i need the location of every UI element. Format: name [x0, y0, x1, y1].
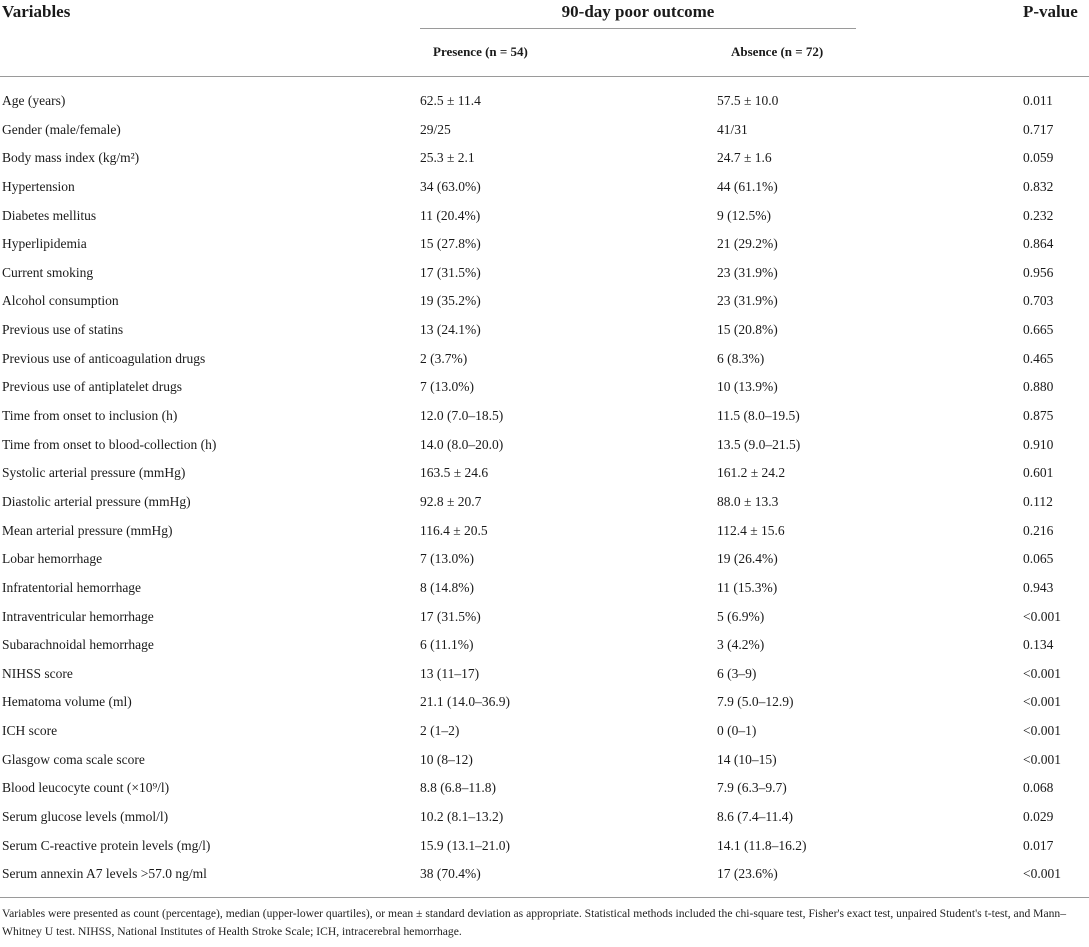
- table-row: [0, 202, 1089, 231]
- cell-pvalue: <0.001: [1023, 866, 1061, 882]
- cell-absence: 0 (0–1): [717, 723, 757, 739]
- cell-presence: 8 (14.8%): [420, 579, 474, 595]
- cell-presence: 8.8 (6.8–11.8): [420, 780, 496, 796]
- cell-absence: 14 (10–15): [717, 751, 777, 767]
- cell-variable: Time from onset to blood-collection (h): [2, 436, 217, 452]
- cell-presence: 163.5 ± 24.6: [420, 465, 489, 481]
- table-row: [0, 574, 1089, 603]
- cell-absence: 161.2 ± 24.2: [717, 465, 786, 481]
- cell-pvalue: 0.864: [1023, 236, 1054, 252]
- cell-pvalue: 0.216: [1023, 522, 1054, 538]
- table-row: [0, 488, 1089, 517]
- table-row: [0, 402, 1089, 431]
- cell-absence: 88.0 ± 13.3: [717, 493, 779, 509]
- cell-pvalue: <0.001: [1023, 665, 1061, 681]
- table-row: [0, 860, 1089, 889]
- cell-variable: Hematoma volume (ml): [2, 694, 132, 710]
- cell-presence: 92.8 ± 20.7: [420, 493, 482, 509]
- table-row: [0, 144, 1089, 173]
- cell-pvalue: <0.001: [1023, 694, 1061, 710]
- table-row: [0, 230, 1089, 259]
- cell-absence: 21 (29.2%): [717, 236, 778, 252]
- table-row: [0, 459, 1089, 488]
- cell-variable: Diabetes mellitus: [2, 207, 97, 223]
- cell-absence: 14.1 (11.8–16.2): [717, 837, 807, 853]
- table-row: [0, 431, 1089, 460]
- cell-pvalue: 0.832: [1023, 178, 1054, 194]
- cell-presence: 12.0 (7.0–18.5): [420, 408, 504, 424]
- cell-presence: 17 (31.5%): [420, 264, 481, 280]
- cell-absence: 23 (31.9%): [717, 293, 778, 309]
- cell-absence: 19 (26.4%): [717, 551, 778, 567]
- cell-presence: 15 (27.8%): [420, 236, 481, 252]
- header-group-divider: [420, 28, 856, 29]
- table-row: [0, 803, 1089, 832]
- cell-variable: ICH score: [2, 723, 58, 739]
- table-row: [0, 173, 1089, 202]
- cell-presence: 21.1 (14.0–36.9): [420, 694, 510, 710]
- cell-pvalue: <0.001: [1023, 723, 1061, 739]
- cell-absence: 112.4 ± 15.6: [717, 522, 785, 538]
- header-rule: [0, 76, 1089, 77]
- cell-variable: Previous use of antiplatelet drugs: [2, 379, 182, 395]
- cell-absence: 11 (15.3%): [717, 579, 778, 595]
- cell-presence: 14.0 (8.0–20.0): [420, 436, 504, 452]
- cell-presence: 29/25: [420, 121, 451, 137]
- cell-variable: Previous use of statins: [2, 322, 124, 338]
- table-row: [0, 774, 1089, 803]
- cell-absence: 15 (20.8%): [717, 322, 778, 338]
- cell-variable: Serum annexin A7 levels >57.0 ng/ml: [2, 866, 207, 882]
- table-bottom-rule: [0, 897, 1089, 898]
- cell-absence: 44 (61.1%): [717, 178, 778, 194]
- cell-pvalue: 0.703: [1023, 293, 1054, 309]
- cell-absence: 17 (23.6%): [717, 866, 778, 882]
- cell-variable: Hypertension: [2, 178, 75, 194]
- cell-pvalue: 0.943: [1023, 579, 1054, 595]
- cell-variable: Age (years): [2, 93, 66, 108]
- table-row: [0, 746, 1089, 775]
- table-row: [0, 603, 1089, 632]
- cell-variable: Infratentorial hemorrhage: [2, 579, 142, 595]
- table-row: [0, 287, 1089, 316]
- cell-absence: 6 (8.3%): [717, 350, 765, 366]
- cell-absence: 9 (12.5%): [717, 207, 771, 223]
- table-row: [0, 373, 1089, 402]
- cell-variable: Glasgow coma scale score: [2, 751, 145, 767]
- cell-variable: Gender (male/female): [2, 121, 121, 137]
- cell-variable: Time from onset to inclusion (h): [2, 408, 178, 424]
- cell-pvalue: 0.134: [1023, 637, 1054, 653]
- cell-presence: 38 (70.4%): [420, 866, 481, 882]
- cell-pvalue: 0.665: [1023, 322, 1054, 338]
- cell-presence: 7 (13.0%): [420, 551, 474, 567]
- cell-pvalue: <0.001: [1023, 751, 1061, 767]
- cell-absence: 7.9 (6.3–9.7): [717, 780, 787, 796]
- table-row: [0, 316, 1089, 345]
- cell-presence: 13 (24.1%): [420, 322, 481, 338]
- cell-pvalue: 0.232: [1023, 207, 1054, 223]
- cell-pvalue: <0.001: [1023, 608, 1061, 624]
- cell-presence: 10 (8–12): [420, 751, 473, 767]
- cell-absence: 57.5 ± 10.0: [717, 93, 779, 108]
- cell-presence: 13 (11–17): [420, 665, 480, 681]
- table-row: [0, 116, 1089, 145]
- table-footnote: Variables were presented as count (percentage), median (upper-lower quartiles), or mean ± standard deviation as appropriate. Statistical methods included the chi-square test, Fisher's exact test, unpaired Student's t-test, and Mann–Whitney U test. NIHSS, National Institutes of Health Stroke Scale; ICH, intracerebral hemorrhage.: [2, 907, 1067, 938]
- table-row: [0, 631, 1089, 660]
- cell-variable: Subarachnoidal hemorrhage: [2, 637, 154, 653]
- table-row: [0, 660, 1089, 689]
- cell-presence: 15.9 (13.1–21.0): [420, 837, 510, 853]
- cell-presence: 62.5 ± 11.4: [420, 93, 481, 108]
- table-row: [0, 259, 1089, 288]
- cell-absence: 13.5 (9.0–21.5): [717, 436, 801, 452]
- cell-variable: Body mass index (kg/m²): [2, 150, 140, 166]
- header-pvalue: P-value: [1023, 2, 1078, 21]
- cell-pvalue: 0.059: [1023, 150, 1054, 166]
- cell-absence: 6 (3–9): [717, 665, 757, 681]
- cell-presence: 19 (35.2%): [420, 293, 481, 309]
- table-row: [0, 717, 1089, 746]
- cell-pvalue: 0.068: [1023, 780, 1054, 796]
- cell-variable: NIHSS score: [2, 665, 73, 681]
- cell-presence: 34 (63.0%): [420, 178, 481, 194]
- cell-presence: 2 (3.7%): [420, 350, 468, 366]
- cell-variable: Diastolic arterial pressure (mmHg): [2, 493, 191, 509]
- cell-pvalue: 0.011: [1023, 93, 1053, 108]
- cell-presence: 116.4 ± 20.5: [420, 522, 488, 538]
- cell-pvalue: 0.029: [1023, 809, 1054, 825]
- cell-pvalue: 0.910: [1023, 436, 1054, 452]
- cell-pvalue: 0.601: [1023, 465, 1054, 481]
- cell-pvalue: 0.875: [1023, 408, 1054, 424]
- cell-pvalue: 0.017: [1023, 837, 1054, 853]
- table-row: [0, 517, 1089, 546]
- table-row: [0, 87, 1089, 116]
- cell-variable: Intraventricular hemorrhage: [2, 608, 154, 624]
- cell-absence: 5 (6.9%): [717, 608, 765, 624]
- cell-variable: Lobar hemorrhage: [2, 551, 103, 567]
- cell-variable: Serum glucose levels (mmol/l): [2, 809, 169, 825]
- cell-variable: Systolic arterial pressure (mmHg): [2, 465, 186, 481]
- table-row: [0, 832, 1089, 861]
- cell-pvalue: 0.717: [1023, 121, 1054, 137]
- header-presence: Presence (n = 54): [433, 44, 528, 59]
- cell-variable: Blood leucocyte count (×10⁹/l): [2, 780, 170, 796]
- cell-pvalue: 0.465: [1023, 350, 1054, 366]
- cell-variable: Previous use of anticoagulation drugs: [2, 350, 206, 366]
- cell-presence: 11 (20.4%): [420, 207, 481, 223]
- cell-absence: 3 (4.2%): [717, 637, 765, 653]
- header-absence: Absence (n = 72): [731, 44, 824, 59]
- cell-presence: 6 (11.1%): [420, 637, 474, 653]
- cell-absence: 23 (31.9%): [717, 264, 778, 280]
- cell-presence: 10.2 (8.1–13.2): [420, 809, 504, 825]
- cell-absence: 24.7 ± 1.6: [717, 150, 772, 166]
- cell-variable: Hyperlipidemia: [2, 236, 87, 252]
- cell-variable: Current smoking: [2, 264, 94, 280]
- header-group-title: 90-day poor outcome: [561, 2, 715, 21]
- cell-absence: 10 (13.9%): [717, 379, 778, 395]
- data-table: [0, 87, 1089, 889]
- cell-presence: 17 (31.5%): [420, 608, 481, 624]
- table-row: [0, 688, 1089, 717]
- cell-absence: 7.9 (5.0–12.9): [717, 694, 794, 710]
- cell-absence: 41/31: [717, 121, 748, 137]
- cell-variable: Serum C-reactive protein levels (mg/l): [2, 837, 211, 853]
- cell-pvalue: 0.112: [1023, 493, 1053, 509]
- cell-variable: Alcohol consumption: [2, 293, 119, 309]
- cell-presence: 7 (13.0%): [420, 379, 474, 395]
- cell-pvalue: 0.065: [1023, 551, 1054, 567]
- cell-presence: 2 (1–2): [420, 723, 460, 739]
- cell-pvalue: 0.880: [1023, 379, 1054, 395]
- cell-presence: 25.3 ± 2.1: [420, 150, 475, 166]
- table-row: [0, 345, 1089, 374]
- cell-variable: Mean arterial pressure (mmHg): [2, 522, 173, 538]
- cell-absence: 8.6 (7.4–11.4): [717, 809, 793, 825]
- header-variables: Variables: [2, 2, 71, 21]
- cell-absence: 11.5 (8.0–19.5): [717, 408, 800, 424]
- cell-pvalue: 0.956: [1023, 264, 1054, 280]
- table-row: [0, 545, 1089, 574]
